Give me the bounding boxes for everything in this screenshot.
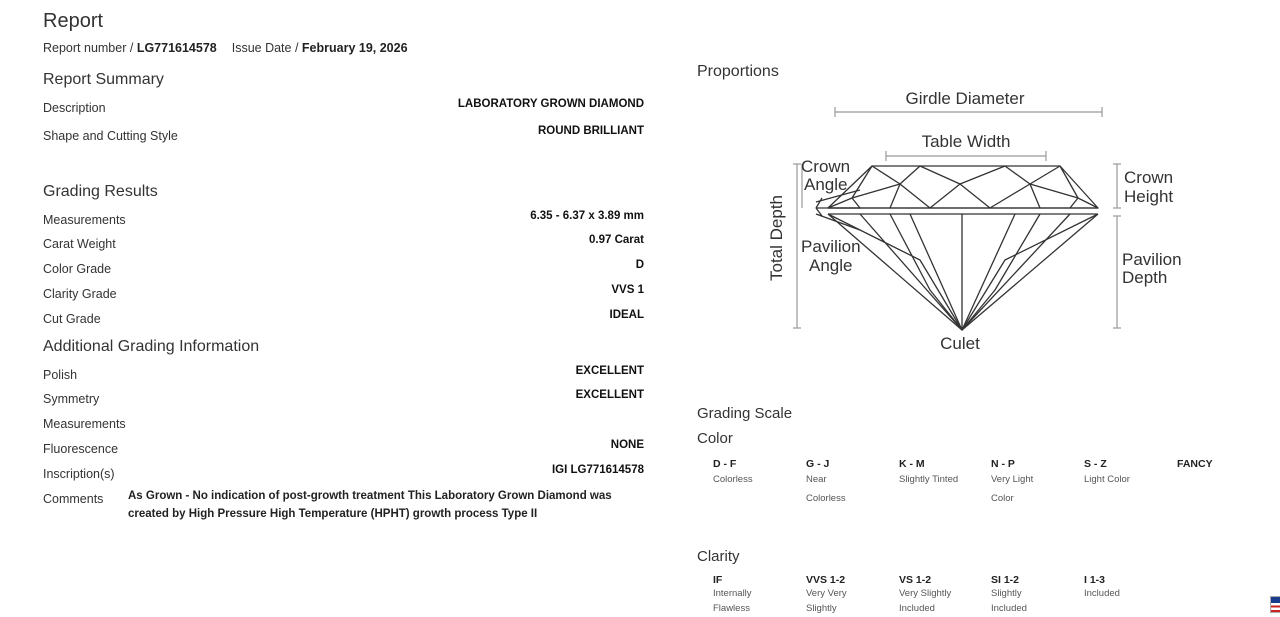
- girdle-diameter-label: Girdle Diameter: [905, 89, 1025, 108]
- clarity-scale-desc: Very Slightly: [899, 588, 952, 599]
- color-scale-item: [1177, 458, 1213, 470]
- issue-date: February 19, 2026: [301, 41, 408, 55]
- color-scale-desc: Colorless: [713, 474, 753, 485]
- color-scale-item: [991, 458, 1033, 508]
- summary-heading: Report Summary: [43, 71, 164, 88]
- clarity-scale-item: [1084, 574, 1120, 601]
- row-value: NONE: [610, 439, 644, 451]
- color-scale-item: [806, 458, 846, 508]
- crown-angle-label-1: Crown: [801, 157, 851, 176]
- grading-heading: Grading Results: [43, 183, 158, 200]
- color-scale-desc: Color: [991, 493, 1014, 504]
- report-number-label: Report number /: [43, 41, 134, 55]
- color-scale-item: [713, 458, 753, 489]
- row-value: EXCELLENT: [575, 365, 644, 377]
- pavilion-angle-label-1: Pavilion: [801, 237, 861, 256]
- pavilion-angle-label-2: Angle: [809, 256, 853, 275]
- clarity-scale-desc: Slightly: [806, 603, 837, 614]
- comments-text: [128, 487, 638, 523]
- total-depth-label: Total Depth: [767, 195, 786, 281]
- us-flag-icon[interactable]: [1270, 596, 1280, 613]
- color-scale-item: [899, 458, 958, 489]
- clarity-scale-item: [899, 574, 951, 616]
- clarity-scale-item: [713, 574, 752, 616]
- color-scale-desc: Very Light: [991, 474, 1034, 485]
- clarity-scale-code: I 1-3: [1084, 574, 1106, 586]
- clarity-scale-heading: Clarity: [697, 548, 740, 565]
- culet-label: Culet: [940, 334, 980, 353]
- row-label: Fluorescence: [43, 442, 119, 456]
- table-width-label: Table Width: [921, 132, 1011, 151]
- row-label: Description: [43, 101, 106, 115]
- clarity-scale-desc: Included: [991, 603, 1027, 614]
- row-value: ROUND BRILLIANT: [537, 125, 644, 137]
- color-scale-item: [1084, 458, 1130, 489]
- color-scale-code: FANCY: [1177, 458, 1213, 470]
- color-scale-desc: Colorless: [806, 493, 846, 504]
- color-scale-desc: Near: [806, 474, 827, 485]
- comments-label: Comments: [43, 492, 104, 506]
- report-number: LG771614578: [136, 41, 217, 55]
- clarity-scale-desc: Flawless: [713, 603, 750, 614]
- color-scale-heading: Color: [697, 430, 733, 447]
- clarity-scale-item: [991, 574, 1027, 616]
- row-label: Shape and Cutting Style: [43, 129, 178, 143]
- color-scale-code: D - F: [713, 458, 737, 470]
- clarity-scale-code: IF: [713, 574, 723, 586]
- page-title: Report: [43, 10, 104, 32]
- color-scale-code: N - P: [991, 458, 1015, 470]
- clarity-scale-desc: Very Very: [806, 588, 847, 599]
- row-value: IGI LG771614578: [551, 464, 644, 476]
- row-value: D: [635, 259, 644, 271]
- clarity-scale-code: VS 1-2: [899, 574, 932, 586]
- color-scale-code: S - Z: [1084, 458, 1107, 470]
- row-label: Measurements: [43, 417, 126, 431]
- diamond-proportions-diagram: [760, 80, 1200, 360]
- row-label: Color Grade: [43, 262, 112, 276]
- proportions-heading: Proportions: [697, 63, 779, 80]
- row-label: Symmetry: [43, 392, 100, 406]
- report-meta: [43, 41, 408, 55]
- crown-height-label-2: Height: [1124, 187, 1174, 206]
- additional-heading: Additional Grading Information: [43, 338, 260, 355]
- row-label: Inscription(s): [43, 467, 115, 481]
- row-value: VVS 1: [611, 284, 644, 296]
- pavilion-depth-label-1: Pavilion: [1122, 250, 1182, 269]
- color-scale-code: G - J: [806, 458, 830, 470]
- crown-height-label-1: Crown: [1124, 168, 1174, 187]
- clarity-scale-desc: Included: [899, 603, 935, 614]
- clarity-scale-code: SI 1-2: [991, 574, 1020, 586]
- comments-line: created by High Pressure High Temperature (HPHT) growth process Type II: [128, 508, 538, 520]
- grading-scale-heading: Grading Scale: [697, 405, 793, 422]
- clarity-scale-desc: Slightly: [991, 588, 1022, 599]
- row-label: Carat Weight: [43, 237, 116, 251]
- row-label: Clarity Grade: [43, 287, 117, 301]
- clarity-scale-desc: Included: [1084, 588, 1120, 599]
- row-value: LABORATORY GROWN DIAMOND: [457, 98, 644, 110]
- color-scale-desc: Slightly Tinted: [899, 474, 959, 485]
- row-value: 0.97 Carat: [589, 234, 644, 246]
- row-value: 6.35 - 6.37 x 3.89 mm: [530, 210, 644, 222]
- color-scale-code: K - M: [899, 458, 925, 470]
- clarity-scale-item: [806, 574, 847, 616]
- row-value: IDEAL: [609, 309, 644, 321]
- row-value: EXCELLENT: [575, 389, 644, 401]
- issue-date-label: Issue Date /: [231, 41, 299, 55]
- clarity-scale-code: VVS 1-2: [806, 574, 846, 586]
- row-label: Cut Grade: [43, 312, 101, 326]
- row-label: Polish: [43, 368, 78, 382]
- pavilion-depth-label-2: Depth: [1122, 268, 1168, 287]
- color-scale-desc: Light Color: [1084, 474, 1130, 485]
- clarity-scale-desc: Internally: [713, 588, 752, 599]
- comments-line: As Grown - No indication of post-growth treatment This Laboratory Grown Diamond was: [128, 490, 612, 502]
- crown-angle-label-2: Angle: [804, 175, 848, 194]
- row-label: Measurements: [43, 213, 126, 227]
